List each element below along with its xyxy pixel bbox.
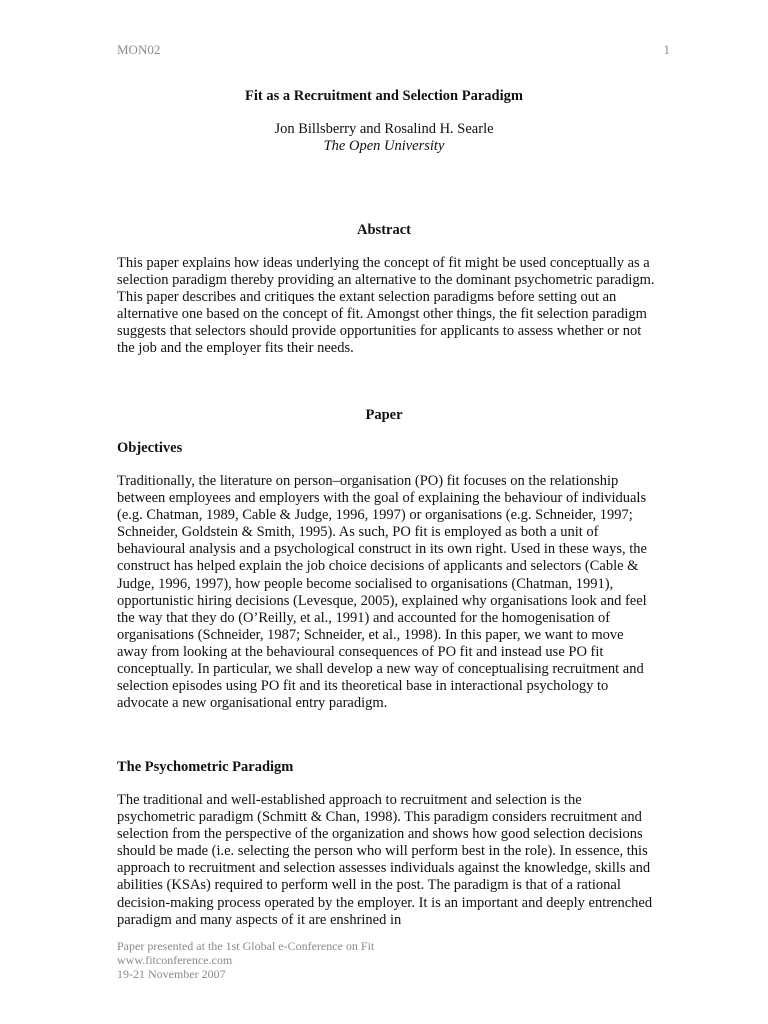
abstract-heading: Abstract [357,222,411,238]
psychometric-heading: The Psychometric Paradigm [117,759,294,775]
page-number: 1 [663,42,670,57]
footer-conference: Paper presented at the 1st Global e-Conference on Fit [117,939,375,953]
author-block [0,121,768,155]
objectives-text: Traditionally, the literature on person–organisation (PO) fit focuses on the relationship between employees and employers with the goal of explaining the behaviour of individuals (e.g. Chatman, 1989, Cable & Judge, 1996, 1997) or organisations (e.g. Schneider, 1997; Schneider, Goldstein & Smith, 1995). As such, PO fit is employed as both a unit of behavioural analysis and a psychological construct in its own right. Used in these ways, the construct has helped explain the job choice decisions of applicants and selectors (Cable & Judge, 1996, 1997), how people become socialised to organisations (Chatman, 1991), opportunistic hiring decisions (Levesque, 2005), explained why organisations look and feel the way that they do (O’Reilly, et al., 1991) and accounted for the homogenisation of organisations (Schneider, 1987; Schneider, et al., 1998). In this paper, we want to move away from looking at the behavioural consequences of PO fit and instead use PO fit conceptually. In particular, we shall develop a new way of conceptualising recruitment and selection episodes using PO fit and its theoretical base in interactional psychology to advocate a new organisational entry paradigm. [117,473,647,712]
paper-heading: Paper [365,407,403,423]
running-header-code: MON02 [117,42,161,57]
author-names: Jon Billsberry and Rosalind H. Searle [274,121,494,137]
footer-website: www.fitconference.com [117,953,233,967]
objectives-heading: Objectives [117,440,183,456]
psychometric-text: The traditional and well-established approach to recruitment and selection is the psychometric paradigm (Schmitt & Chan, 1998). This paradigm considers recruitment and selection from the perspective of the organization and shows how good selection decisions should be made (i.e. selecting the person who will perform best in the role). In essence, this approach to recruitment and selection assesses individuals against the knowledge, skills and abilities (KSAs) required to perform well in the post. The paradigm is that of a rational decision-making process operated by the employer. It is an important and deeply entrenched paradigm and many aspects of it are enshrined in [117,792,653,928]
author-affiliation: The Open University [323,138,445,154]
page-footer [117,939,374,981]
abstract-text: This paper explains how ideas underlying the concept of fit might be used conceptually as a selection paradigm thereby providing an alternative to the dominant psychometric paradigm. This paper describes and critiques the extant selection paradigms before setting out an alternative one based on the concept of fit. Amongst other things, the fit selection paradigm suggests that selectors should provide opportunities for applicants to assess whether or not the job and the employer fits their needs. [117,255,655,357]
footer-dates: 19-21 November 2007 [117,967,226,981]
paper-title: Fit as a Recruitment and Selection Paradigm [245,88,523,104]
